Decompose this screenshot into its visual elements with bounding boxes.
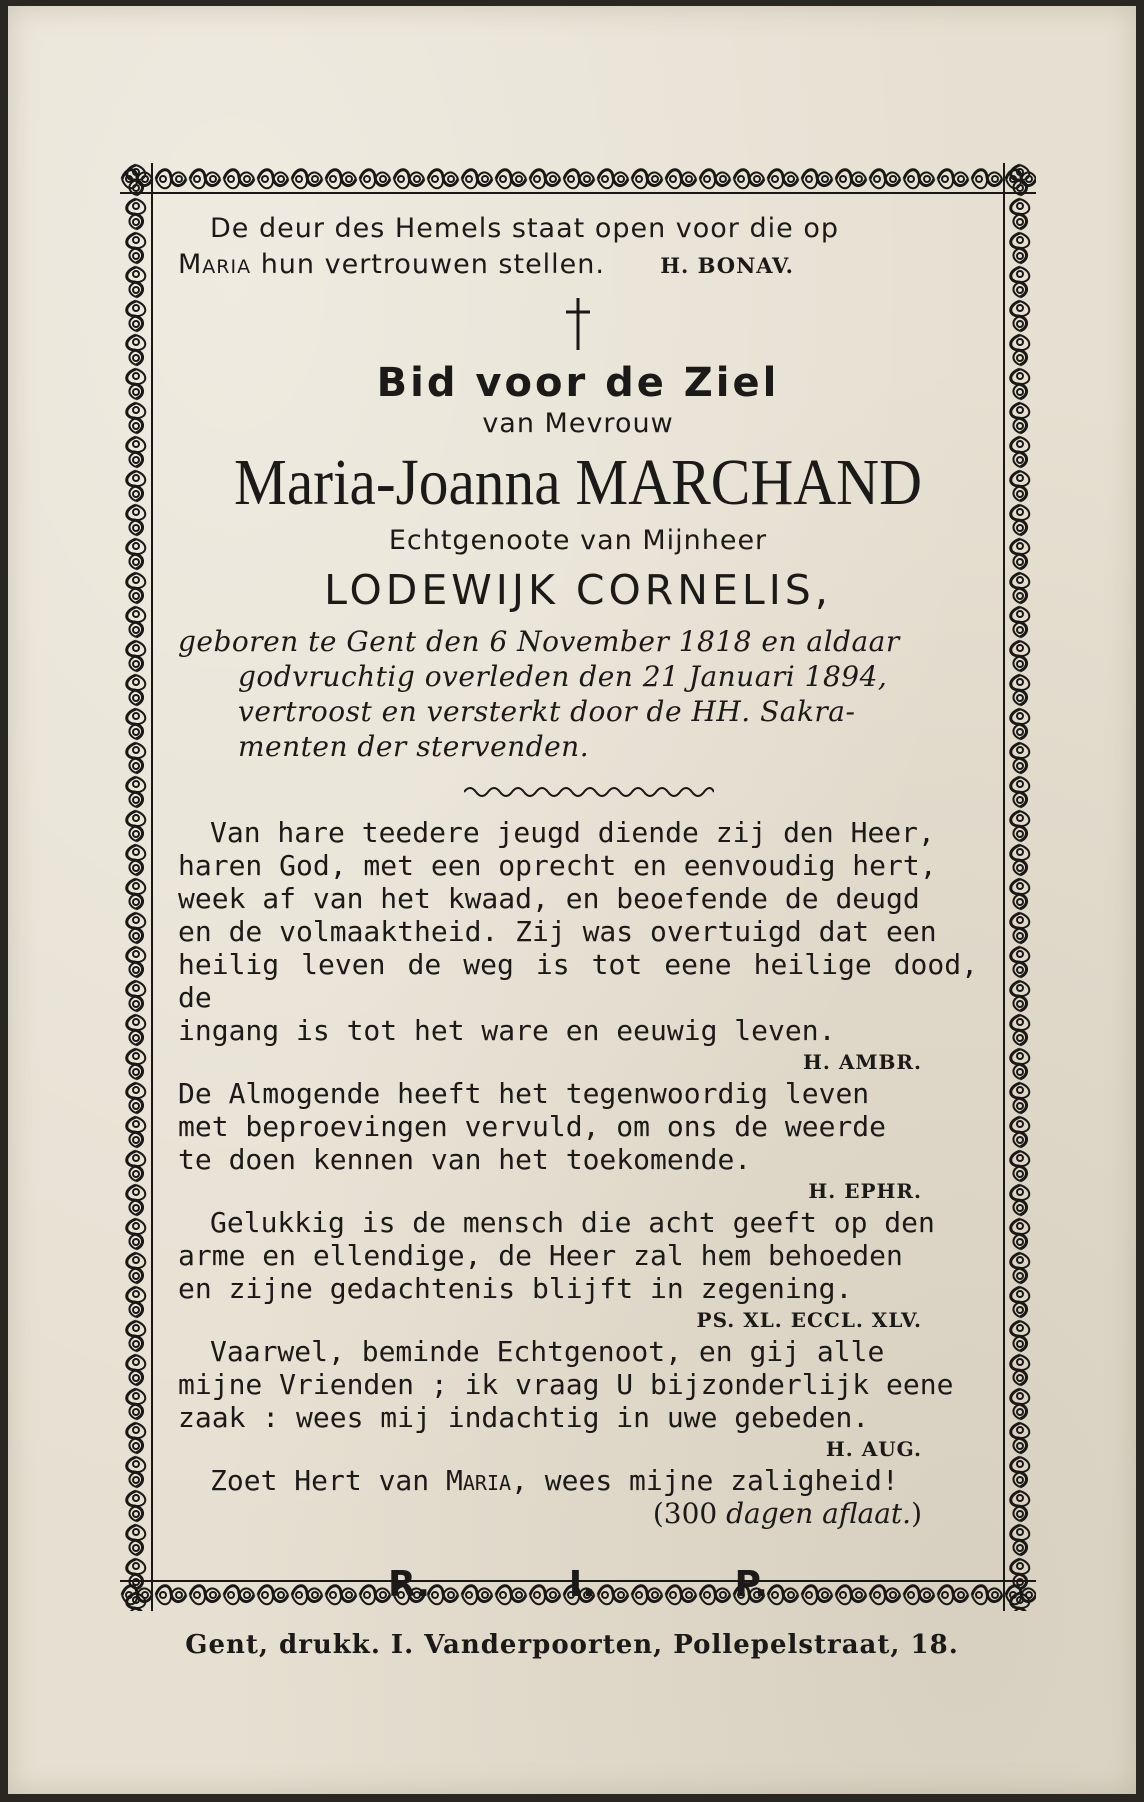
closing-invocation xyxy=(178,1464,978,1497)
epigraph-source: H. BONAV. xyxy=(660,253,794,278)
aflaat-close: ) xyxy=(911,1497,922,1530)
passage-3-line-1: Gelukkig is de mensch die acht geeft op den xyxy=(210,1206,935,1239)
passage-4-source: H. AUG. xyxy=(825,1437,922,1461)
passage-1-line-1: Van hare teedere jeugd diende zij den Heer, xyxy=(210,816,935,849)
passage-1-line-6: ingang is tot het ware en eeuwig leven. xyxy=(178,1014,836,1047)
printer-imprint: Gent, drukk. I. Vanderpoorten, Pollepelstraat, 18. xyxy=(185,1630,959,1660)
rip-p: P. xyxy=(734,1564,768,1605)
rip-r: R. xyxy=(388,1564,431,1605)
spouse-name: LODEWIJK CORNELIS, xyxy=(324,566,832,614)
passage-2-source: H. EPHR. xyxy=(808,1179,922,1203)
ornamental-border-right xyxy=(1002,163,1038,1611)
prayer-heading: Bid voor de Ziel xyxy=(376,360,780,406)
closing-maria: Maria xyxy=(446,1464,512,1497)
bio-line-2: godvruchtig overleden den 21 Januari 1894, xyxy=(238,660,888,693)
rip-i: I. xyxy=(568,1564,596,1605)
epigraph xyxy=(178,211,978,284)
epigraph-line-1: De deur des Hemels staat open voor die op xyxy=(210,213,839,244)
passages xyxy=(178,816,978,1530)
bio-line-3: vertroost en versterkt door de HH. Sakra- xyxy=(238,695,856,728)
passage-2-line-1: De Almogende heeft het tegenwoordig leven xyxy=(178,1077,870,1110)
passage-1-source: H. AMBR. xyxy=(803,1050,922,1074)
passage-4-line-1: Vaarwel, beminde Echtgenoot, en gij alle xyxy=(210,1335,885,1368)
closing-prefix: Zoet Hert van xyxy=(210,1464,447,1497)
memorial-card xyxy=(8,6,1136,1794)
aflaat-open: (300 xyxy=(652,1497,727,1530)
ornamental-border-top xyxy=(120,163,1036,195)
rip xyxy=(388,1564,768,1605)
spouse-intro: Echtgenoote van Mijnheer xyxy=(388,525,768,556)
epigraph-maria: Maria xyxy=(178,249,252,280)
divider-squiggle xyxy=(464,784,714,800)
passage-4-line-2: mijne Vrienden ; ik vraag U bijzonderlijk eene xyxy=(178,1368,954,1401)
closing-suffix: , wees mijne zaligheid! xyxy=(511,1464,899,1497)
passage-2-line-2: met beproevingen vervuld, om ons de weerde xyxy=(178,1110,887,1143)
biography xyxy=(178,624,978,764)
epigraph-line-2: hun vertrouwen stellen. xyxy=(251,249,605,280)
card-content xyxy=(178,211,978,1605)
cross-icon xyxy=(558,296,598,352)
indulgence-note xyxy=(178,1497,978,1530)
passage-1-line-3: week af van het kwaad, en beoefende de deugd xyxy=(178,882,920,915)
passage-4-line-3: zaak : wees mij indachtig in uwe gebeden. xyxy=(178,1401,870,1434)
aflaat-text: dagen aflaat. xyxy=(726,1497,912,1530)
van-mevrouw: van Mevrouw xyxy=(482,408,674,439)
passage-1-line-4: en de volmaaktheid. Zij was overtuigd dat een xyxy=(178,915,937,948)
passage-3-source: PS. XL. ECCL. XLV. xyxy=(696,1308,922,1332)
passage-2-line-3: te doen kennen van het toekomende. xyxy=(178,1143,752,1176)
bio-line-1: geboren te Gent den 6 November 1818 en aldaar xyxy=(178,625,900,658)
passage-3-line-3: en zijne gedachtenis blijft in zegening. xyxy=(178,1272,853,1305)
passage-3-line-2: arme en ellendige, de Heer zal hem behoeden xyxy=(178,1239,903,1272)
bio-line-4: menten der stervenden. xyxy=(238,730,590,763)
passage-1-line-2: haren God, met een oprecht en eenvoudig hert, xyxy=(178,849,937,882)
ornamental-border-left xyxy=(118,163,154,1611)
passage-1-line-5: heilig leven de weg is tot eene heilige dood, de xyxy=(178,948,978,1014)
deceased-name: Maria-Joanna MARCHAND xyxy=(234,446,922,519)
